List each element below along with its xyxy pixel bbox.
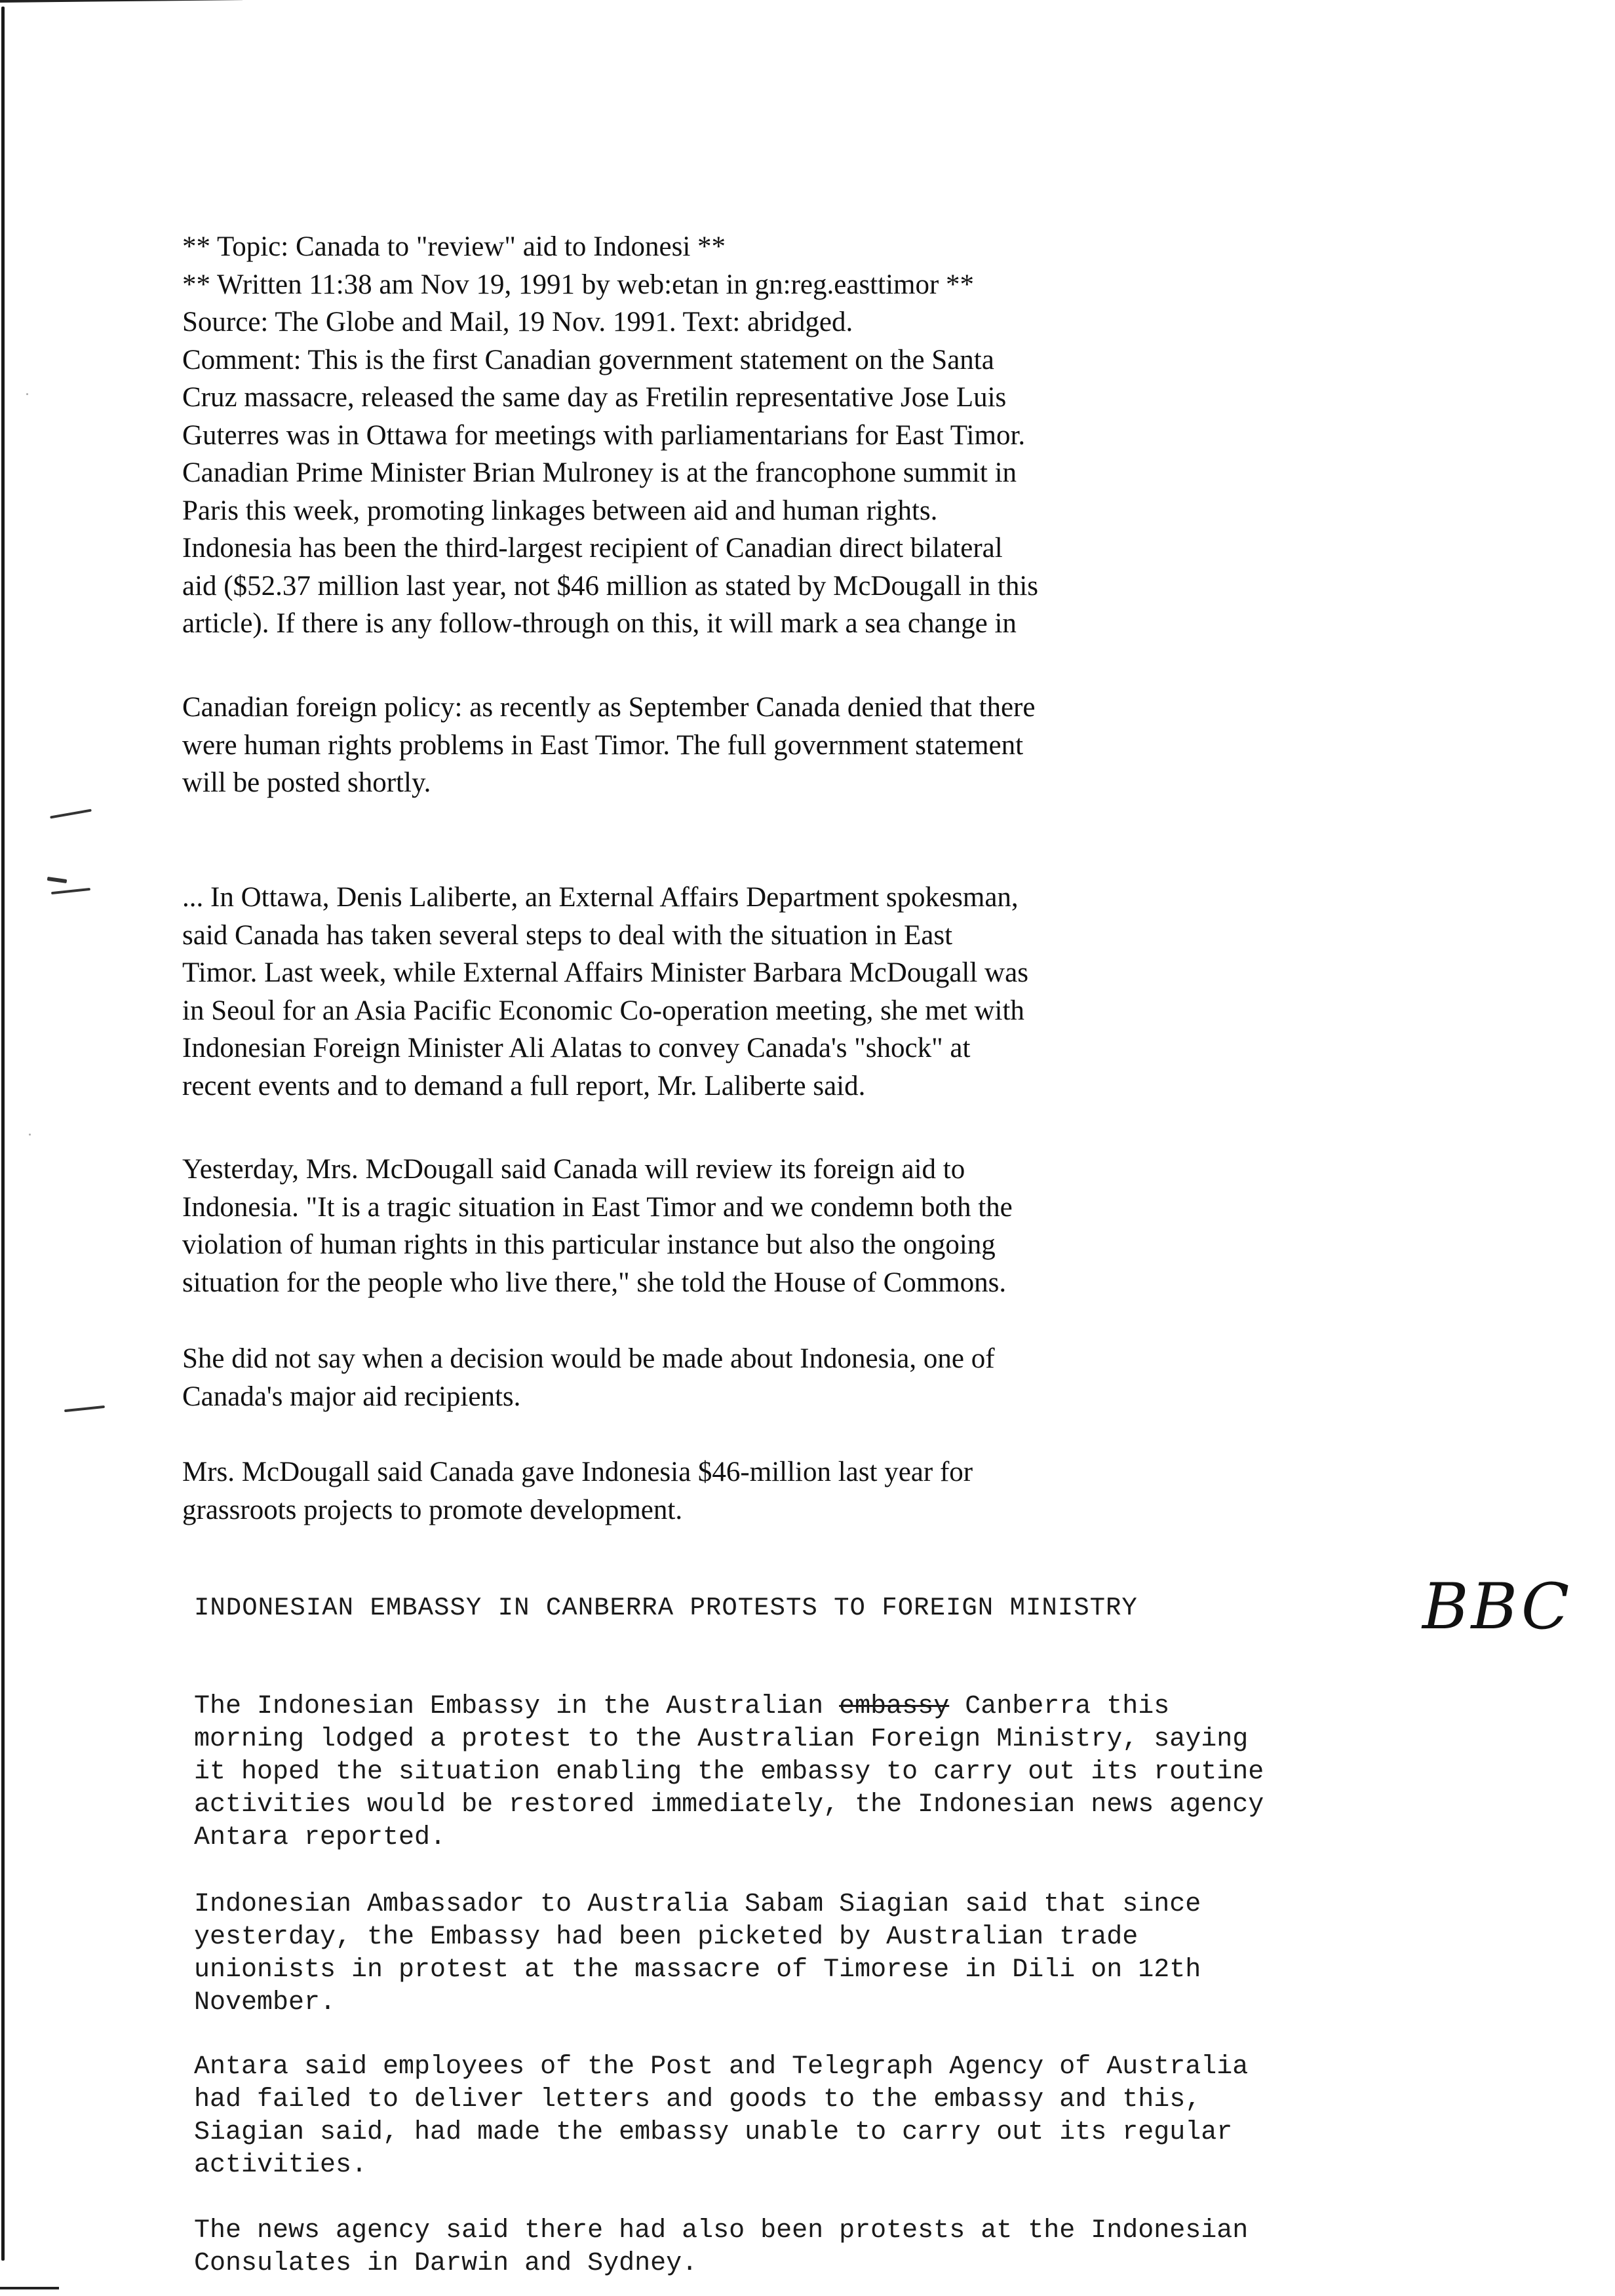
comment-line: Indonesia has been the third-largest recipient of Canadian direct bilateral: [182, 533, 1003, 564]
paragraph-line: Canada's major aid recipients.: [182, 1381, 521, 1412]
paragraph-line: The news agency said there had also been protests at the Indonesian: [194, 2216, 1249, 2246]
paragraph-line: morning lodged a protest to the Australian Foreign Ministry, saying: [194, 1725, 1249, 1754]
scan-edge-left: [1, 7, 5, 2261]
margin-mark: [51, 888, 90, 894]
scan-edge-top: [0, 0, 243, 3]
comment-line: Comment: This is the first Canadian government statement on the Santa: [182, 344, 994, 375]
margin-mark: [50, 809, 92, 818]
article-paragraph: [182, 1340, 1283, 1415]
comment-line: Paris this week, promoting linkages between aid and human rights.: [182, 495, 938, 526]
article-paragraph: [182, 1151, 1283, 1301]
topic-line: ** Topic: Canada to "review" aid to Indonesi **: [182, 231, 726, 262]
paragraph-line: activities would be restored immediately, the Indonesian news agency: [194, 1790, 1264, 1820]
paragraph-line: activities.: [194, 2151, 368, 2180]
comment-line: article). If there is any follow-through on this, it will mark a sea change in: [182, 608, 1017, 639]
paragraph-line: Indonesian Ambassador to Australia Sabam Siagian said that since: [194, 1890, 1201, 1919]
written-line: ** Written 11:38 am Nov 19, 1991 by web:etan in gn:reg.easttimor **: [182, 269, 975, 300]
article-header: [182, 228, 1283, 643]
scan-speck: [26, 393, 28, 395]
paragraph-line: Indonesian Foreign Minister Ali Alatas to convey Canada's "shock" at: [182, 1033, 971, 1063]
wire-paragraph: [194, 1691, 1531, 1854]
comment-line: Canadian Prime Minister Brian Mulroney is at the francophone summit in: [182, 457, 1017, 488]
comment-line: Cruz massacre, released the same day as Fretilin representative Jose Luis: [182, 382, 1007, 413]
paragraph-line: had failed to deliver letters and goods to the embassy and this,: [194, 2085, 1201, 2114]
comment-line: were human rights problems in East Timor. The full government statement: [182, 729, 1024, 761]
article-paragraph: [182, 879, 1283, 1105]
line-text: Canberra this: [949, 1692, 1170, 1721]
comment-line: Canadian foreign policy: as recently as September Canada denied that there: [182, 692, 1036, 723]
paragraph-line: Consulates in Darwin and Sydney.: [194, 2249, 698, 2278]
paragraph-line: Indonesia. "It is a tragic situation in East Timor and we condemn both the: [182, 1191, 1013, 1223]
comment-line: Guterres was in Ottawa for meetings with parliamentarians for East Timor.: [182, 419, 1026, 451]
paragraph-line: Yesterday, Mrs. McDougall said Canada will review its foreign aid to: [182, 1154, 965, 1185]
wire-paragraph: [194, 2215, 1531, 2280]
handwritten-note: BBC: [1422, 1570, 1572, 1643]
paragraph-line: Antara reported.: [194, 1823, 446, 1852]
margin-mark: [47, 877, 68, 883]
paragraph-line: [194, 1691, 1531, 1723]
paragraph-line: recent events and to demand a full report, Mr. Laliberte said.: [182, 1070, 866, 1101]
paragraph-line: yesterday, the Embassy had been picketed by Australian trade: [194, 1923, 1138, 1952]
paragraph-line: Timor. Last week, while External Affairs Minister Barbara McDougall was: [182, 957, 1028, 988]
source-line: Source: The Globe and Mail, 19 Nov. 1991. Text: abridged.: [182, 307, 853, 337]
wire-paragraph: [194, 1888, 1531, 2019]
paragraph-line: Siagian said, had made the embassy unable to carry out its regular: [194, 2118, 1233, 2147]
scan-edge-bottom: [0, 2287, 59, 2289]
paragraph-line: unionists in protest at the massacre of Timorese in Dili on 12th: [194, 1955, 1201, 1985]
paragraph-line: November.: [194, 1988, 336, 2018]
paragraph-line: in Seoul for an Asia Pacific Economic Co-operation meeting, she met with: [182, 995, 1024, 1026]
scan-speck: [29, 1134, 31, 1136]
paragraph-line: ... In Ottawa, Denis Laliberte, an External Affairs Department spokesman,: [182, 882, 1019, 913]
article-paragraph: [182, 1453, 1283, 1529]
paragraph-line: grassroots projects to promote development.: [182, 1494, 683, 1525]
margin-mark: [64, 1406, 105, 1412]
article-headline: INDONESIAN EMBASSY IN CANBERRA PROTESTS TO FOREIGN MINISTRY: [194, 1594, 1138, 1622]
paragraph-line: She did not say when a decision would be made about Indonesia, one of: [182, 1343, 995, 1374]
paragraph-line: Antara said employees of the Post and Telegraph Agency of Australia: [194, 2052, 1249, 2082]
wire-paragraph: [194, 2051, 1531, 2182]
paragraph-line: said Canada has taken several steps to deal with the situation in East: [182, 919, 953, 951]
paragraph-line: violation of human rights in this particular instance but also the ongoing: [182, 1229, 996, 1260]
struck-word: embassy: [839, 1692, 950, 1721]
comment-line: will be posted shortly.: [182, 767, 431, 798]
paragraph-line: it hoped the situation enabling the embassy to carry out its routine: [194, 1757, 1264, 1787]
paragraph-line: Mrs. McDougall said Canada gave Indonesia $46-million last year for: [182, 1457, 973, 1487]
line-text: The Indonesian Embassy in the Australian: [194, 1692, 840, 1721]
paragraph-line: situation for the people who live there," she told the House of Commons.: [182, 1267, 1007, 1298]
comment-line: aid ($52.37 million last year, not $46 million as stated by McDougall in this: [182, 570, 1039, 602]
comment-continuation: [182, 689, 1283, 802]
